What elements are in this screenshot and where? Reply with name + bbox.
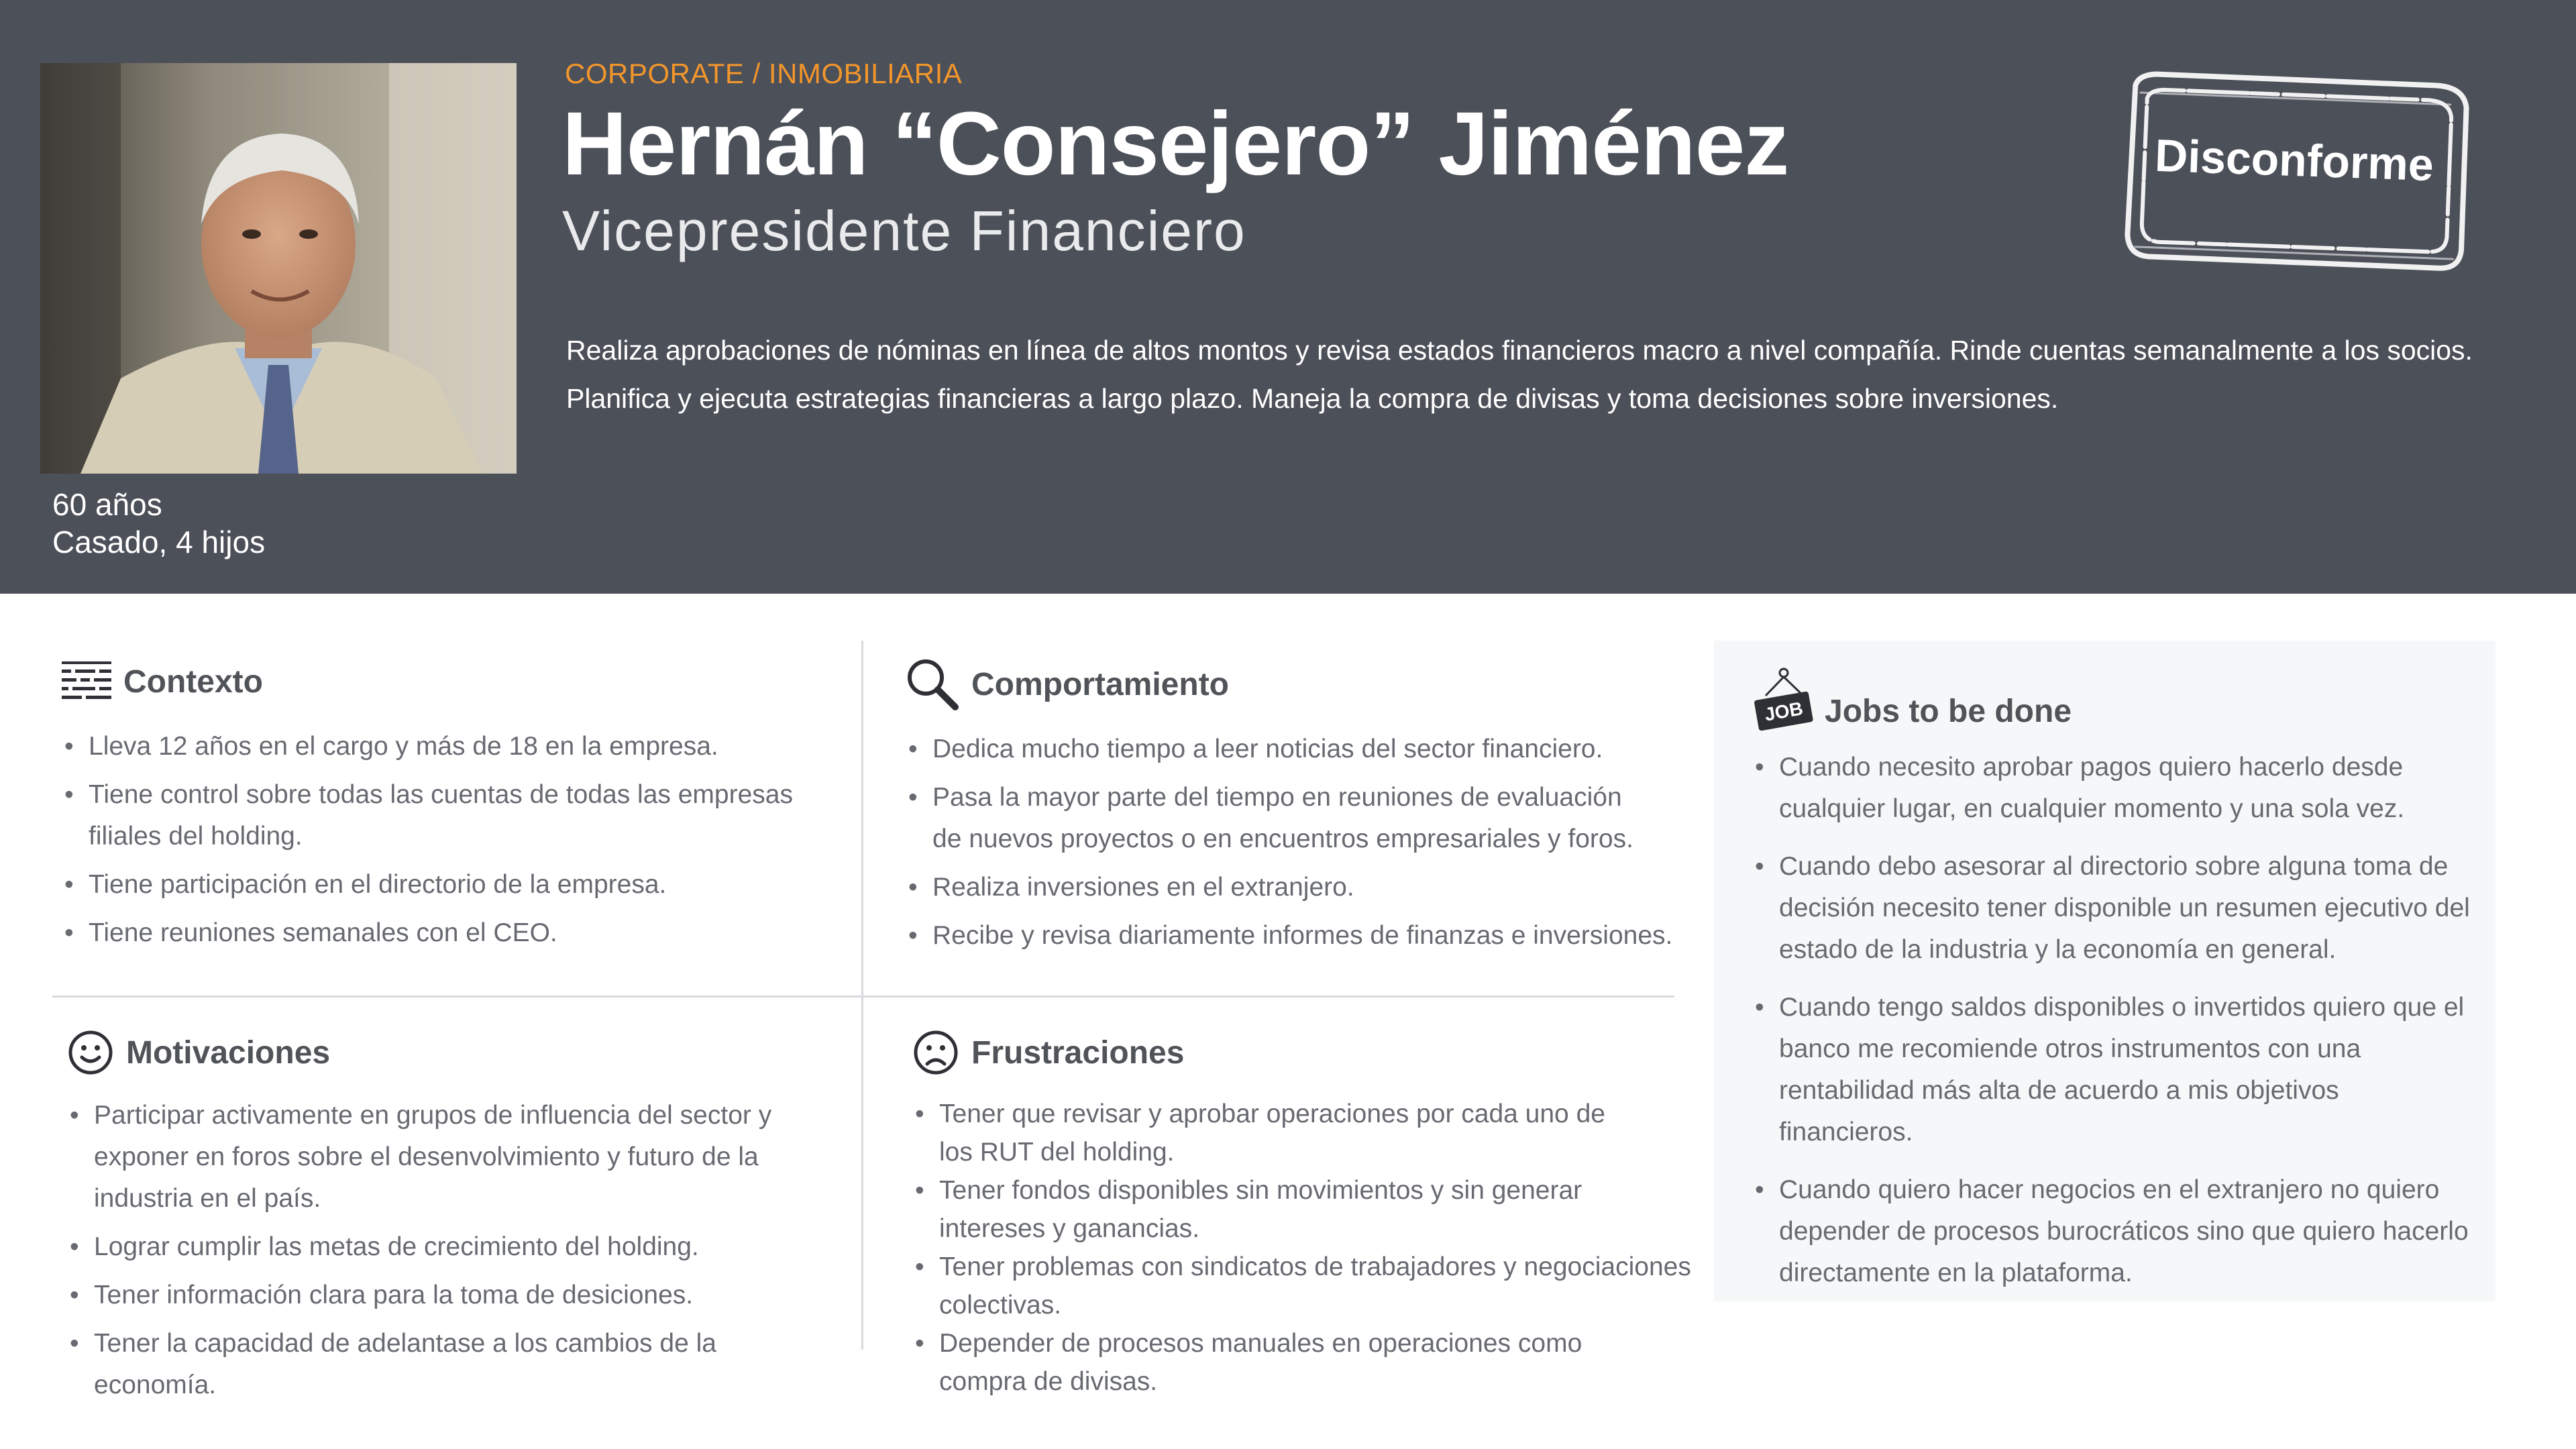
smile-icon: [67, 1029, 114, 1076]
description-line-2: Planifica y ejecuta estrategias financieras a largo plazo. Maneja la compra de divisas y toma decisiones sobre inversiones.: [566, 383, 2059, 414]
list-item: • Tiene reuniones semanales con el CEO.: [62, 912, 826, 954]
list-item: • Tiene control sobre todas las cuentas de todas las empresas filiales del holding.: [62, 774, 806, 857]
description-line-1: Realiza aprobaciones de nóminas en línea de altos montos y revisa estados financieros macro a nivel compañía. Rinde cuentas semanalmente a los socios.: [566, 335, 2473, 366]
persona-description: [566, 326, 2545, 423]
persona-demographics: [52, 486, 265, 561]
persona-header: [0, 0, 2576, 594]
list-item: • Dedica mucho tiempo a leer noticias del sector financiero.: [906, 729, 1677, 770]
list-item: • Cuando quiero hacer negocios en el extranjero no quiero depender de procesos burocráticos sino que quiero hacerlo directamente en la plataforma.: [1752, 1169, 2470, 1294]
age-text: 60 años: [52, 487, 162, 522]
list-item: • Cuando necesito aprobar pagos quiero hacerlo desde cualquier lugar, en cualquier momento y una sola vez.: [1752, 747, 2450, 830]
section-title: Frustraciones: [971, 1034, 1185, 1071]
status-stamp: [2113, 70, 2475, 271]
list-item: • Recibe y revisa diariamente informes de finanzas e inversiones.: [906, 915, 1677, 957]
job-sign-icon: [1752, 667, 1815, 735]
section-contexto: [62, 660, 833, 954]
comportamiento-list: [906, 729, 1677, 957]
list-item: • Tener la capacidad de adelantase a los cambios de la economía.: [67, 1323, 738, 1406]
jobs-list: [1752, 747, 2477, 1294]
segment-label: CORPORATE / INMOBILIARIA: [565, 58, 963, 89]
section-header: [906, 657, 1684, 711]
list-item: • Pasa la mayor parte del tiempo en reuniones de evaluación de nuevos proyectos o en encuentros empresariales y foros.: [906, 777, 1644, 860]
section-header: [912, 1029, 1704, 1076]
sad-face-icon: [912, 1029, 959, 1076]
portrait-image: [40, 63, 517, 474]
section-frustraciones: [912, 1029, 1704, 1401]
row-divider: [52, 996, 1674, 998]
list-item: • Tener información clara para la toma de desiciones.: [67, 1275, 805, 1316]
section-motivaciones: [67, 1029, 839, 1406]
list-item: • Tener problemas con sindicatos de trabajadores y negociaciones colectivas.: [912, 1248, 1697, 1324]
list-item: • Cuando debo asesorar al directorio sobre alguna toma de decisión necesito tener disponible un resumen ejecutivo del estado de la industria y la economía en general.: [1752, 846, 2477, 971]
persona-role: Vicepresidente Financiero: [562, 199, 1246, 262]
section-title: Motivaciones: [126, 1034, 331, 1071]
persona-photo: [40, 63, 517, 474]
family-text: Casado, 4 hijos: [52, 525, 266, 559]
section-title: Jobs to be done: [1825, 693, 2072, 729]
section-header: [67, 1029, 839, 1076]
section-comportamiento: [906, 657, 1684, 957]
section-header: [62, 660, 833, 703]
list-item: • Lograr cumplir las metas de crecimiento del holding.: [67, 1226, 805, 1268]
stamp-label: Disconforme: [2153, 129, 2435, 191]
magnifier-icon: [906, 657, 959, 711]
list-item: • Realiza inversiones en el extranjero.: [906, 867, 1677, 908]
list-item: • Tener fondos disponibles sin movimientos y sin generar intereses y ganancias.: [912, 1171, 1597, 1248]
persona-name: Hernán “Consejero” Jiménez: [562, 94, 1789, 194]
section-title: Contexto: [123, 663, 263, 700]
section-jobs: [1752, 667, 2477, 1294]
job-sign-text: JOB: [1762, 698, 1805, 725]
list-item: • Cuando tengo saldos disponibles o invertidos quiero que el banco me recomiende otros instrumentos con una rentabilidad más alta de acuerdo a mis objetivos financieros.: [1752, 987, 2477, 1153]
list-icon: [62, 660, 111, 703]
section-title: Comportamiento: [971, 666, 1229, 702]
list-item: • Tiene participación en el directorio de la empresa.: [62, 864, 826, 906]
list-item: • Tener que revisar y aprobar operaciones por cada uno de los RUT del holding.: [912, 1095, 1637, 1171]
contexto-list: [62, 726, 826, 954]
motivaciones-list: [67, 1095, 805, 1406]
section-header: [1752, 667, 2477, 735]
list-item: • Depender de procesos manuales en operaciones como compra de divisas.: [912, 1324, 1670, 1401]
list-item: • Lleva 12 años en el cargo y más de 18 en la empresa.: [62, 726, 826, 767]
list-item: • Participar activamente en grupos de influencia del sector y exponer en foros sobre el desenvolvimiento y futuro de la industria en el país.: [67, 1095, 778, 1220]
frustraciones-list: [912, 1095, 1697, 1401]
